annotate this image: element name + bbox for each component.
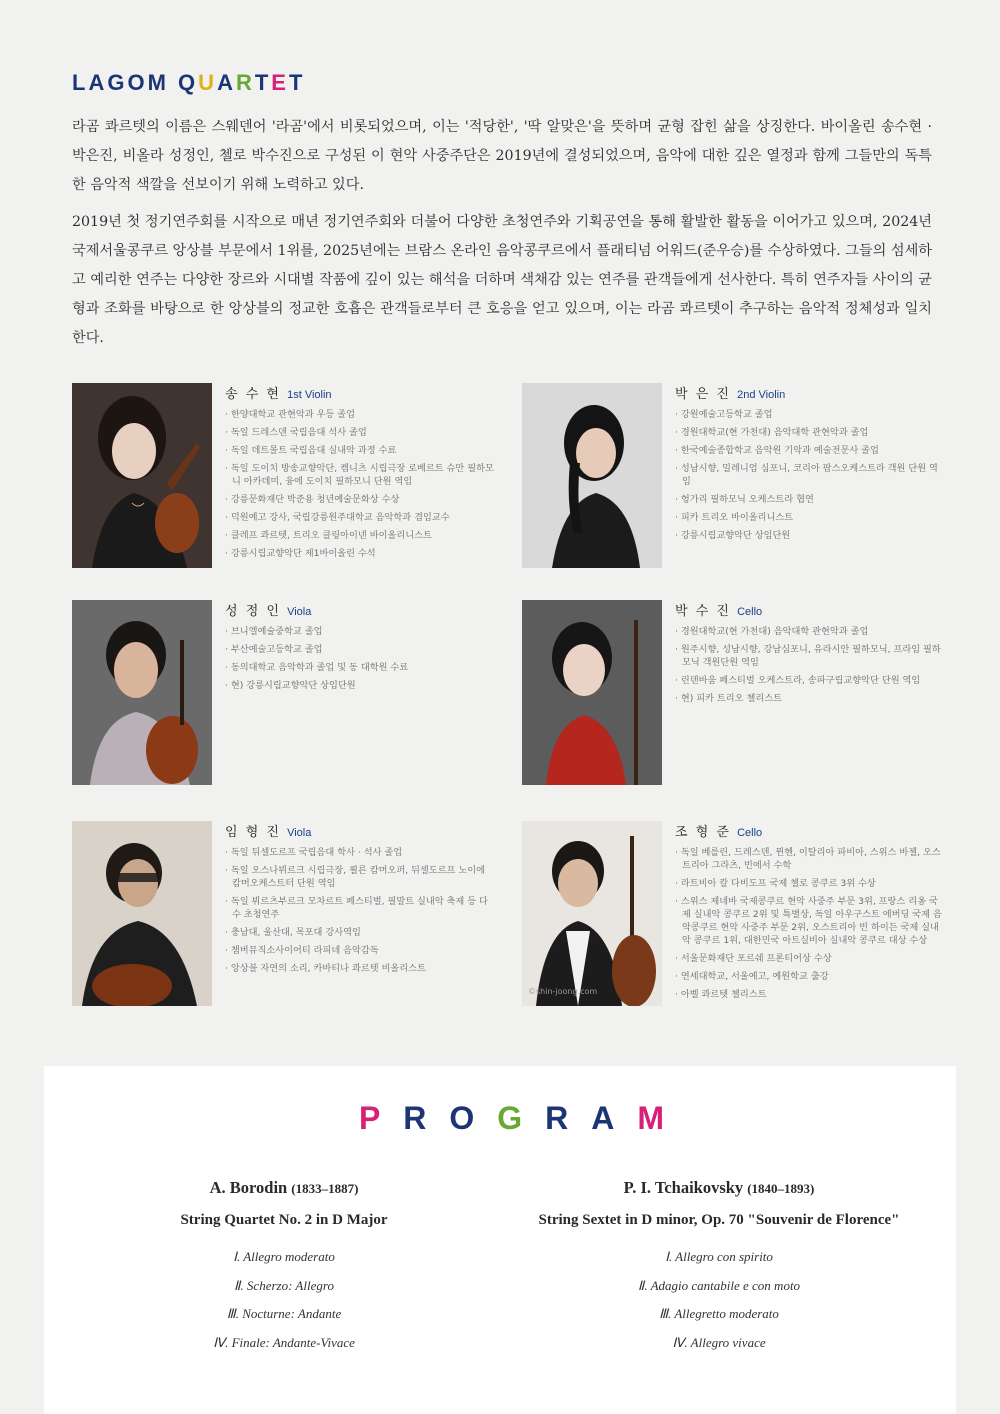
- bio-item: · 독일 뷔르츠부르크 모차르트 페스티벌, 필말트 실내악 축제 등 다수 초청연주: [225, 895, 495, 921]
- program-piece-right: [494, 1178, 944, 1357]
- title-letter: G: [107, 70, 128, 95]
- member-bio-list: [225, 846, 495, 975]
- member-role: Viola: [287, 827, 312, 839]
- title-letter: A: [217, 70, 236, 95]
- movement-item: Ⅳ. Allegro vivace: [672, 1334, 766, 1350]
- bio-item: · 헝가리 필하모닉 오케스트라 협연: [675, 493, 945, 506]
- title-letter: E: [271, 70, 289, 95]
- bio-item: · 경원대학교(현 가천대) 음악대학 관현악과 졸업: [675, 625, 945, 638]
- member-photo: [522, 821, 662, 1006]
- intro-paragraph-2: 2019년 첫 정기연주회를 시작으로 매년 정기연주회와 더불어 다양한 초청연주와 기획공연을 통해 활발한 활동을 이어가고 있으며, 2024년 국제서울콩쿠르 앙상블 부문에서 1위를, 2025년에는 브람스 온라인 음악콩쿠르에서 플래티넘 어워드(준우승)를 수상하였다. 그들의 섬세하고 예리한 연주는 다양한 장르와 시대별 작품에 깊이 있는 해석을 더하며 색채감 있는 연주를 관객들에게 선사한다. 특히 연주자들 사이의 균형과 조화를 바탕으로 한 앙상블의 정교한 호흡은 관객들로부터 큰 호응을 얻고 있으며, 이는 라곰 콰르텟이 추구하는 음악적 정체성과 일치한다.: [72, 214, 932, 346]
- title-letter: [169, 70, 178, 96]
- member-role: Viola: [287, 606, 312, 618]
- bio-item: · 경원대학교(현 가천대) 음악대학 관현악과 졸업: [675, 426, 945, 439]
- photo-credit: ©shin-joong.com: [528, 987, 598, 996]
- member-name: 박 은 진 2nd Violin: [675, 387, 786, 402]
- title-letter: A: [88, 70, 108, 95]
- bio-item: · 현) 강릉시립교향악단 상임단원: [225, 679, 495, 692]
- movement-item: Ⅱ. Scherzo: Allegro: [234, 1277, 334, 1293]
- portrait-photo-violinist: [72, 383, 212, 568]
- title-letter: Q: [178, 70, 199, 95]
- program-title-letter: R: [403, 1100, 450, 1136]
- bio-item: · 챔버뮤직소사이어티 라피네 음악감독: [225, 944, 495, 957]
- work-title: String Quartet No. 2 in D Major: [180, 1212, 388, 1228]
- portrait-photo-violist: [72, 821, 212, 1006]
- movement-item: Ⅱ. Adagio cantabile e con moto: [637, 1277, 801, 1293]
- bio-item: · 서울문화재단 포르쉐 프론티어상 수상: [675, 952, 945, 965]
- bio-item: · 덕원예고 강사, 국립강릉원주대학교 음악학과 겸임교수: [225, 511, 495, 524]
- title-letter: M: [147, 70, 169, 95]
- program-title-letter: P: [358, 1100, 404, 1136]
- bio-item: · 클레프 콰르텟, 트리오 클링아이넨 바이올리니스트: [225, 529, 495, 542]
- program-panel: [44, 1066, 956, 1414]
- bio-item: · 부산예술고등학교 졸업: [225, 643, 495, 656]
- member-bio-list: [675, 625, 945, 705]
- work-title: String Sextet in D minor, Op. 70 "Souvenir de Florence": [538, 1212, 900, 1228]
- program-title: [44, 1100, 979, 1137]
- portrait-photo-cellist: [522, 821, 662, 1006]
- title-letter: T: [288, 70, 306, 95]
- movement-item: Ⅰ. Allegro con spirito: [665, 1249, 773, 1264]
- member-photo: [522, 600, 662, 785]
- bio-item: · 독일 드레스덴 국립음대 석사 졸업: [225, 426, 495, 439]
- ensemble-title: [72, 70, 305, 96]
- movement-item: Ⅲ. Nocturne: Andante: [226, 1306, 342, 1321]
- member-name: 박 수 진 Cello: [675, 604, 763, 619]
- member-card: [522, 600, 942, 800]
- bio-item: · 연세대학교, 서울예고, 예원학교 출강: [675, 970, 945, 983]
- portrait-photo-violinist: [522, 383, 662, 568]
- program-title-letter: O: [449, 1100, 498, 1136]
- bio-item: · 원주시향, 성남시향, 강남심포니, 유라시안 필하모닉, 프라임 필하모닉 객원단원 역임: [675, 643, 945, 669]
- member-bio-list: [225, 625, 495, 692]
- bio-item: · 아벨 콰르텟 첼리스트: [675, 988, 945, 1001]
- member-name: 임 형 진 Viola: [225, 825, 312, 840]
- portrait-photo-violist: [72, 600, 212, 785]
- composer-years: (1840–1893): [747, 1181, 815, 1196]
- bio-item: · 독일 뒤셀도르프 국립음대 학사 · 석사 졸업: [225, 846, 495, 859]
- composer-name: P. I. Tchaikovsky: [623, 1178, 744, 1197]
- member-role: 1st Violin: [287, 389, 332, 401]
- title-letter: U: [198, 70, 218, 95]
- movement-item: Ⅰ. Allegro moderato: [233, 1249, 335, 1264]
- bio-item: · 피카 트리오 바이올리니스트: [675, 511, 945, 524]
- movement-item: Ⅳ. Finale: Andante-Vivace: [213, 1334, 355, 1350]
- title-letter: O: [127, 70, 148, 95]
- bio-item: · 독일 도이치 방송교향악단, 켐니츠 시립극장 로베르트 슈만 필하모니 아카데미, 융에 도이치 필하모니 단원 역임: [225, 462, 495, 488]
- program-title-letter: M: [637, 1100, 688, 1136]
- member-bio-list: [675, 408, 945, 542]
- program-title-letter: A: [591, 1100, 638, 1136]
- bio-item: · 성남시향, 밀레니엄 심포니, 코리아 팝스오케스트라 객원 단원 역임: [675, 462, 945, 488]
- bio-item: · 독일 오스나뷔르크 시립극장, 쾰른 캄머오퍼, 뒤셀도르프 노이에 캄머오케스트터 단원 역임: [225, 864, 495, 890]
- member-name: 성 정 인 Viola: [225, 604, 312, 619]
- member-bio-list: [675, 846, 945, 1001]
- bio-item: · 한국예술종합학교 음악원 기악과 예술전문사 졸업: [675, 444, 945, 457]
- bio-item: · 앙상블 자연의 소리, 카바티나 콰르텟 비올리스트: [225, 962, 495, 975]
- bio-item: · 한양대학교 관현악과 우등 졸업: [225, 408, 495, 421]
- member-card: [72, 821, 492, 1021]
- title-letter: R: [235, 70, 255, 95]
- member-photo: [72, 821, 212, 1006]
- bio-item: · 현) 피카 트리오 첼리스트: [675, 692, 945, 705]
- composer-years: (1833–1887): [291, 1181, 359, 1196]
- bio-item: · 브니엘예술중학교 졸업: [225, 625, 495, 638]
- title-letter: L: [72, 70, 89, 95]
- member-role: Cello: [737, 827, 763, 839]
- member-role: Cello: [737, 606, 763, 618]
- program-piece-left: [104, 1178, 464, 1357]
- bio-item: · 린덴바움 페스티벌 오케스트라, 송파구립교향악단 단원 역임: [675, 674, 945, 687]
- member-photo: [72, 383, 212, 568]
- bio-item: · 충남대, 울산대, 목포대 강사역임: [225, 926, 495, 939]
- bio-item: · 라트비아 칼 다비도프 국제 첼로 콩쿠르 3위 수상: [675, 877, 945, 890]
- member-card: [522, 383, 942, 583]
- member-card: [72, 383, 492, 583]
- bio-item: · 독일 베를린, 드레스덴, 뮌헨, 이탈리아 파비아, 스위스 바젤, 오스트리아 그라츠, 빈에서 수학: [675, 846, 945, 872]
- bio-item: · 동의대학교 음악학과 졸업 및 동 대학원 수료: [225, 661, 495, 674]
- intro-paragraph-1: 라곰 콰르텟의 이름은 스웨덴어 '라곰'에서 비롯되었으며, 이는 '적당한', '딱 알맞은'을 뜻하며 균형 잡힌 삶을 상징한다. 바이올린 송수현 · 박은진, 비올라 성정인, 첼로 박수진으로 구성된 이 현악 사중주단은 2019년에 결성되었으며, 음악에 대한 깊은 열정과 함께 그들만의 독특한 음악적 색깔을 선보이기 위해 노력하고 있다.: [72, 119, 932, 193]
- bio-item: · 스위스 제네바 국제콩쿠르 현악 사중주 부문 3위, 프랑스 리옹 국제 실내악 콩쿠르 2위 및 특별상, 독일 아우구스트 에버딩 국제 음악콩쿠르 현악 사중주 부문 2위, 오스트리아 빈 하이든 국제 실내악 콩쿠르 1위, 대한민국 아트실비아 실내악 콩쿠르 대상 수상: [675, 895, 945, 947]
- member-card: [72, 600, 492, 800]
- bio-item: · 강원예술고등학교 졸업: [675, 408, 945, 421]
- portrait-photo-cellist: [522, 600, 662, 785]
- bio-item: · 강릉문화재단 박준용 청년예술문화상 수상: [225, 493, 495, 506]
- movement-list: [494, 1243, 944, 1357]
- member-photo: [72, 600, 212, 785]
- composer-name: A. Borodin: [209, 1178, 288, 1197]
- bio-item: · 독일 데트몰트 국립음대 실내악 과정 수료: [225, 444, 495, 457]
- movement-list: [104, 1243, 464, 1357]
- member-name: 조 형 준 Cello: [675, 825, 763, 840]
- member-bio-list: [225, 408, 495, 560]
- member-card: [522, 821, 942, 1021]
- member-name: 송 수 현 1st Violin: [225, 387, 332, 402]
- program-title-letter: R: [545, 1100, 592, 1136]
- bio-item: · 강릉시립교향악단 제1바이올린 수석: [225, 547, 495, 560]
- member-role: 2nd Violin: [737, 389, 786, 401]
- movement-item: Ⅲ. Allegretto moderato: [659, 1306, 779, 1321]
- member-photo: [522, 383, 662, 568]
- title-letter: T: [254, 70, 272, 95]
- program-title-letter: G: [497, 1100, 546, 1136]
- bio-item: · 강릉시립교향악단 상임단원: [675, 529, 945, 542]
